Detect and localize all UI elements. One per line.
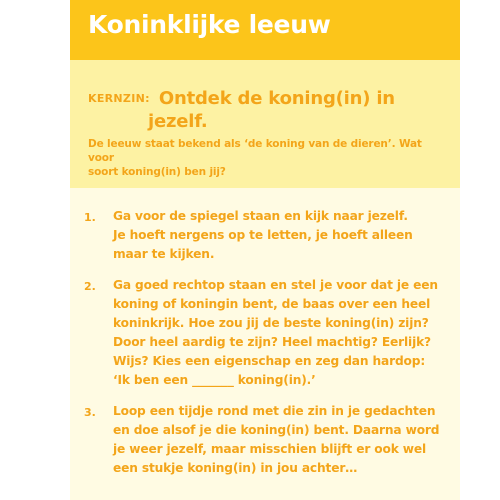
kernzin-text-line-2: jezelf. [148, 111, 208, 132]
step-item [70, 207, 460, 264]
intro-line-2: soort koning(in) ben jij? [88, 166, 226, 178]
activity-card [70, 0, 460, 500]
intro-line-1: De leeuw staat bekend als ‘de koning van de dieren’. Wat voor [88, 138, 422, 164]
kernzin [88, 87, 448, 133]
step-number: 1. [84, 211, 96, 224]
kernzin-label: KERNZIN: [88, 92, 150, 105]
step-line: Wijs? Kies een eigenschap en zeg dan hardop: [113, 354, 426, 368]
step-line: Loop een tijdje rond met die zin in je gedachten [113, 404, 436, 418]
step-line: koninkrijk. Hoe zou jij de beste koning(in) zijn? [113, 316, 429, 330]
step-line: ‘Ik ben een _______ koning(in).’ [113, 373, 316, 387]
step-item [70, 276, 460, 390]
step-line: maar te kijken. [113, 247, 215, 261]
steps-list [70, 207, 460, 490]
kernzin-section [70, 60, 460, 188]
card-header [70, 0, 460, 60]
intro-text [88, 137, 438, 179]
step-number: 3. [84, 406, 96, 419]
card-title: Koninklijke leeuw [88, 10, 331, 39]
step-line: Door heel aardig te zijn? Heel machtig? Eerlijk? [113, 335, 431, 349]
step-line: koning of koningin bent, de baas over een heel [113, 297, 431, 311]
step-line: een stukje koning(in) in jou achter… [113, 461, 358, 475]
step-line: je weer jezelf, maar misschien blijft er ook wel [113, 442, 427, 456]
step-line: Ga voor de spiegel staan en kijk naar jezelf. [113, 209, 408, 223]
kernzin-text-line-1: Ontdek de koning(in) in [158, 88, 395, 109]
step-line: en doe alsof je die koning(in) bent. Daarna word [113, 423, 440, 437]
step-item [70, 402, 460, 478]
step-number: 2. [84, 280, 96, 293]
step-line: Je hoeft nergens op te letten, je hoeft alleen [113, 228, 413, 242]
step-line: Ga goed rechtop staan en stel je voor dat je een [113, 278, 438, 292]
